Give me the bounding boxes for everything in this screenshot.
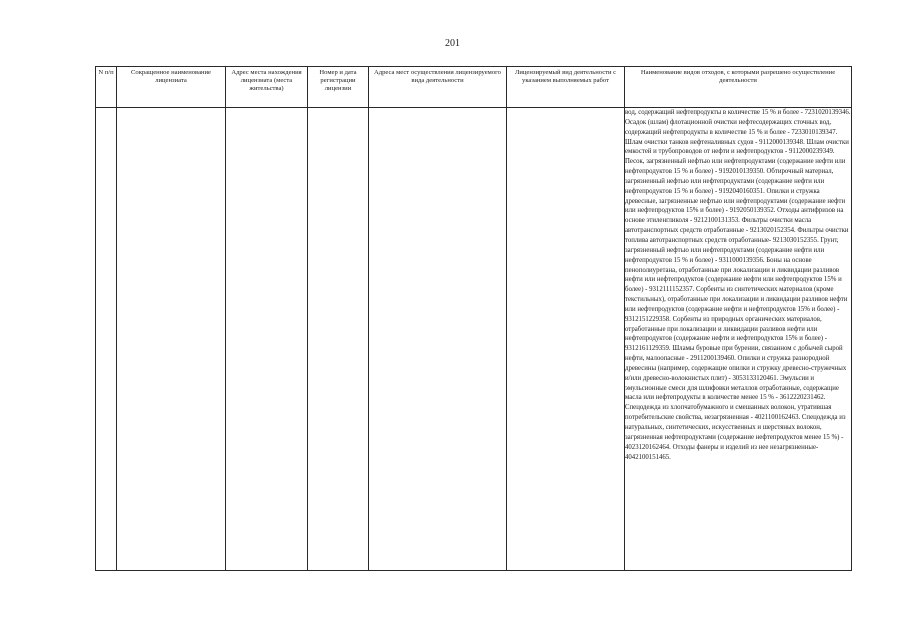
header-number: N п/п bbox=[96, 67, 117, 108]
waste-types-text: вод, содержащий нефтепродукты в количестве 15 % и более - 7231020139346. Осадок (шлам) флотационной очистки нефтесодержащих сточных вод, содержащий нефтепродукты в количестве 15 % и более - 7233010139347. Шлам очистки танков нефтеналивных судов - 9112000139348. Шлам очистки емкостей и трубопроводов от нефти и нефтепродуктов - 9112000239349. Песок, загрязненный нефтью или нефтепродуктами (содержание нефти или нефтепродуктов 15 % и более) - 9192010139350. Обтирочный материал, загрязненный нефтью или нефтепродуктами (содержание нефти или нефтепродуктов 15 % и более) - 9192040160351. Опилки и стружка древесные, загрязненные нефтью или нефтепродуктами (содержание нефти или нефтепродуктов 15% и более) - 9192050139352. Отходы антифризов на основе этиленгликоля - 9212100131353. Фильтры очистки масла автотранспортных средств отработанные - 9213020152354. Фильтры очистки топлива автотранспортных средств отработанные- 9213030152355. Грунт, загрязненный нефтью или нефтепродуктами (содержание нефти или нефтепродуктов 15 % и более) - 9311000139356. Боны на основе пенополиуретана, отработанные при локализации и ликвидации разливов нефти или нефтепродуктов (содержание нефти или нефтепродуктов 15% и более) - 9312111152357. Сорбенты из синтетических материалов (кроме текстильных), отработанные при локализации и ликвидации разливов нефти или нефтепродуктов (содержание нефти и нефтепродуктов 15% и более) - 9312151229358. Сорбенты из природных органических материалов, отработанные при локализации и ликвидации разливов нефти или нефтепродуктов (содержание нефти и нефтепродуктов 15% и более) - 9312161129359. Шламы буровые при бурении, связанном с добычей сырой нефти, малоопасные - 2911200139460. Опилки и стружка разнородной древесины (например, содержащие опилки и стружку древесно-стружечных и/или древесно-волокнистых плит) - 3053133120461. Эмульсии и эмульсионные смеси для шлифовки металлов отработанные, содержащие масла или нефтепродукты в количестве менее 15 % - 3612220231462. Спецодежда из хлопчатобумажного и смешанных волокон, утратившая потребительские свойства, незагрязненная - 4021100162463. Спецодежда из натуральных, синтетических, искусственных и шерстяных волокон, загрязненная нефтепродуктами (содержание нефтепродуктов менее 15 %) - 4023120162464. Отходы фанеры и изделий из нее незагрязненные- 4042100151465. bbox=[625, 109, 851, 461]
cell-licensee-name bbox=[117, 108, 226, 571]
header-licensee-name: Сокращенное наименование лицензиата bbox=[117, 67, 226, 108]
header-activity-addresses: Адреса мест осуществления лицензируемого вида деятельности bbox=[369, 67, 507, 108]
table-header-row bbox=[96, 67, 852, 108]
cell-waste-types bbox=[625, 108, 852, 571]
header-waste-types: Наименование видов отходов, с которыми разрешено осуществление деятельности bbox=[625, 67, 852, 108]
cell-activity-addresses bbox=[369, 108, 507, 571]
page-number: 201 bbox=[445, 38, 460, 49]
cell-licensee-address bbox=[226, 108, 308, 571]
header-license-registration: Номер и дата регистрации лицензии bbox=[308, 67, 369, 108]
cell-number bbox=[96, 108, 117, 571]
cell-license-registration bbox=[308, 108, 369, 571]
license-table bbox=[95, 66, 852, 571]
cell-activity-type bbox=[507, 108, 625, 571]
header-licensee-address: Адрес места нахождения лицензиата (места жительства) bbox=[226, 67, 308, 108]
table-row bbox=[96, 108, 852, 571]
header-activity-type: Лицензируемый вид деятельности с указанием выполняемых работ bbox=[507, 67, 625, 108]
